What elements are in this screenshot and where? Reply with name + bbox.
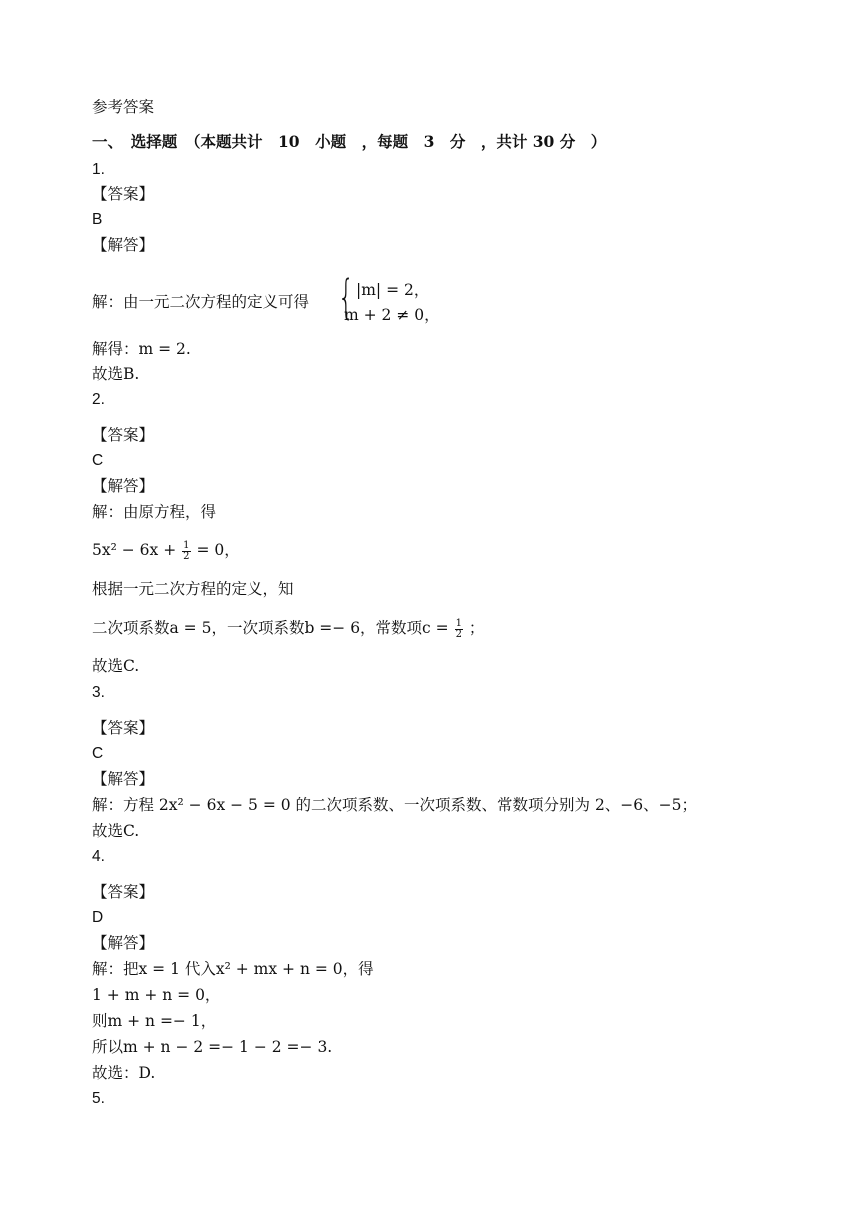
question-number: 3. xyxy=(92,684,105,701)
solution-line: 根据一元二次方程的定义，知 xyxy=(92,580,294,598)
answer-value: B xyxy=(92,211,103,228)
solution-line: 解：由原方程，得 xyxy=(92,503,217,521)
coefficient-line xyxy=(92,618,484,640)
brace-symbol: { xyxy=(338,270,355,324)
question-number: 2. xyxy=(92,391,105,408)
equation-part: 5x² − 6x + xyxy=(92,541,177,559)
answer-label: 【答案】 xyxy=(92,719,155,737)
answer-value: C xyxy=(92,745,104,762)
answer-value: C xyxy=(92,452,104,469)
solution-line: 则m + n =− 1， xyxy=(92,1012,217,1030)
fraction-numerator: 1 xyxy=(455,617,462,629)
answer-label: 【答案】 xyxy=(92,426,155,444)
solution-line: 故选B. xyxy=(92,365,140,383)
answer-value: D xyxy=(92,909,104,926)
solution-line: 故选C. xyxy=(92,657,140,675)
solution-line: 所以m + n − 2 =− 1 − 2 =− 3. xyxy=(92,1038,333,1056)
solution-line: 解得：m = 2. xyxy=(92,340,191,358)
question-number: 5. xyxy=(92,1090,105,1107)
solution-line: 故选：D. xyxy=(92,1064,156,1082)
section-title: 一、 选择题 （本题共计 10 小题 ，每题 3 分 ，共计 30 分 ） xyxy=(92,132,607,151)
system-equation-1: |m| = 2， xyxy=(356,281,430,299)
solution-line: 故选C. xyxy=(92,822,140,840)
solution-label: 【解答】 xyxy=(92,236,155,254)
solution-line: 1 + m + n = 0， xyxy=(92,986,221,1004)
answer-label: 【答案】 xyxy=(92,883,155,901)
fraction-denominator: 2 xyxy=(183,550,190,562)
solution-line: 解：把x = 1 代入x² + mx + n = 0，得 xyxy=(92,960,374,978)
fraction xyxy=(455,619,463,640)
page-header: 参考答案 xyxy=(92,98,155,116)
coefficient-text: ； xyxy=(468,619,485,637)
answer-label: 【答案】 xyxy=(92,185,155,203)
question-number: 4. xyxy=(92,848,105,865)
solution-line: 解：方程 2x² − 6x − 5 = 0 的二次项系数、一次项系数、常数项分别为 2、−6、−5； xyxy=(92,796,698,814)
fraction xyxy=(182,541,190,562)
solution-label: 【解答】 xyxy=(92,934,155,952)
fraction-denominator: 2 xyxy=(455,628,462,640)
solution-line: 解：由一元二次方程的定义可得 xyxy=(92,293,310,311)
coefficient-text: 二次项系数a = 5，一次项系数b =− 6，常数项c = xyxy=(92,619,449,637)
question-number: 1. xyxy=(92,161,105,178)
solution-label: 【解答】 xyxy=(92,770,155,788)
equation-line xyxy=(92,540,240,562)
solution-label: 【解答】 xyxy=(92,477,155,495)
fraction-numerator: 1 xyxy=(183,539,190,551)
equation-part: = 0， xyxy=(196,541,240,559)
system-equation-2: m + 2 ≠ 0， xyxy=(344,306,440,324)
